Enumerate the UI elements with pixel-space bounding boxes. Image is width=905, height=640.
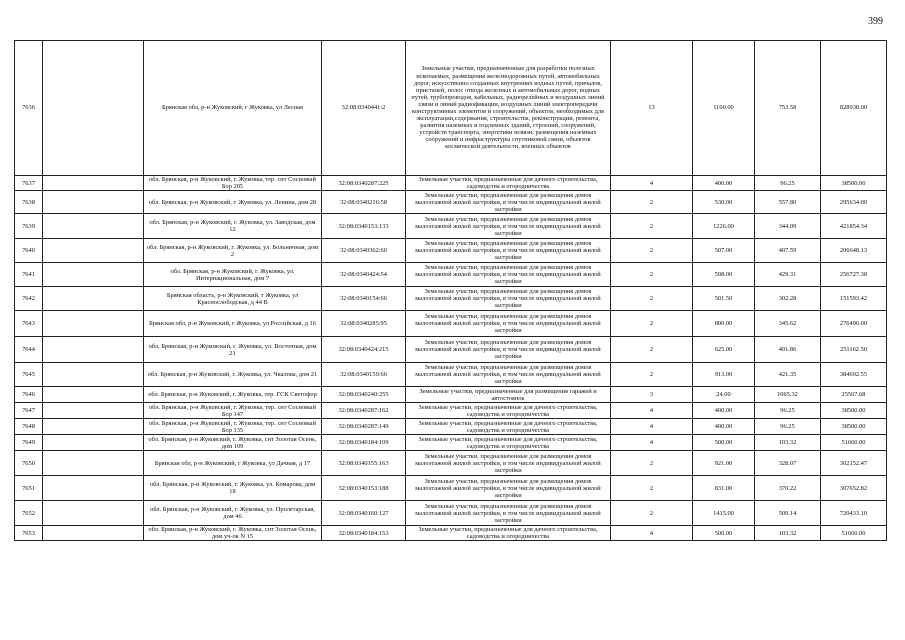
land-use-cell: Земельные участки, предназначенные для размещения домов малоэтажной жилой застройки, в том числе индивидуальной жилой застройки xyxy=(406,501,611,526)
specific-value-cell: 557.80 xyxy=(755,191,821,214)
specific-value-cell: 407.59 xyxy=(755,239,821,263)
specific-value-cell: 401.86 xyxy=(755,337,821,363)
cadastral-number-cell: 32:08:0340159:66 xyxy=(322,363,406,387)
address-cell: обл. Брянская, р-н Жуковский, г. Жуковка, ул. Интернациональная, дом 7 xyxy=(144,263,322,287)
cadastral-number-cell: 32:08:0340424:54 xyxy=(322,263,406,287)
land-use-cell: Земельные участки, предназначенные для разработки полезных ископаемых, размещения железнодорожных путей, автомобильных дорог, искусственно созданных внутренних водных путей, причалов, пристаней, полос отвода железных и автомобильных дорог, водных путей, трубопроводов, кабельных, радиорелейных и воздушных линий связи и линий радиофикации, воздушных линий электропередачи конструктивных элементов и сооружений, объектов, необходимых для эксплуатации,содержания, строительства, реконструкции, ремонта, развития наземных и подземных зданий, строений, сооружений, устройств транспорта, энергетики исвязи; размещения наземных сооружений и инфраструктуры спутниковой связи, объектов космической деятельности, военных объектов xyxy=(406,41,611,176)
area-cell: 530.00 xyxy=(693,191,755,214)
table-row xyxy=(15,419,887,435)
table-row xyxy=(15,263,887,287)
area-cell: 831.00 xyxy=(693,476,755,501)
table-row xyxy=(15,387,887,403)
row-number-cell: 7644 xyxy=(15,337,43,363)
row-number-cell: 7649 xyxy=(15,435,43,451)
cadastral-value-cell: 276496.00 xyxy=(821,311,887,337)
cadastral-value-cell: 828938.00 xyxy=(821,41,887,176)
blank-cell xyxy=(43,214,144,239)
land-use-cell: Земельные участки, предназначенные для дачного строительства, садоводства и огородничества xyxy=(406,403,611,419)
cadastral-value-cell: 151593.42 xyxy=(821,287,887,311)
cadastral-number-cell: 32:08:0340184:109 xyxy=(322,435,406,451)
area-cell: 400.00 xyxy=(693,419,755,435)
cadastral-value-cell: 256727.38 xyxy=(821,263,887,287)
use-group-cell: 2 xyxy=(611,451,693,476)
land-use-cell: Земельные участки, предназначенные для размещения домов малоэтажной жилой застройки, в том числе индивидуальной жилой застройки xyxy=(406,451,611,476)
specific-value-cell: 345.62 xyxy=(755,311,821,337)
use-group-cell: 4 xyxy=(611,435,693,451)
cadastral-value-cell: 295634.00 xyxy=(821,191,887,214)
cadastral-value-cell: 302152.47 xyxy=(821,451,887,476)
specific-value-cell: 96.25 xyxy=(755,176,821,191)
cadastral-value-table xyxy=(14,40,887,541)
cadastral-value-cell: 384692.55 xyxy=(821,363,887,387)
specific-value-cell: 103.32 xyxy=(755,435,821,451)
use-group-cell: 2 xyxy=(611,214,693,239)
blank-cell xyxy=(43,363,144,387)
cadastral-number-cell: 32:08:0340160:127 xyxy=(322,501,406,526)
table-row xyxy=(15,526,887,541)
blank-cell xyxy=(43,263,144,287)
row-number-cell: 7636 xyxy=(15,41,43,176)
blank-cell xyxy=(43,403,144,419)
address-cell: обл. Брянская, р-н Жуковский, г. Жуковка, тер. ГСК Светофор xyxy=(144,387,322,403)
cadastral-number-cell: 32:08:0340153:188 xyxy=(322,476,406,501)
row-number-cell: 7639 xyxy=(15,214,43,239)
table-row xyxy=(15,337,887,363)
cadastral-number-cell: 32:08:0340362:60 xyxy=(322,239,406,263)
blank-cell xyxy=(43,476,144,501)
use-group-cell: 4 xyxy=(611,403,693,419)
row-number-cell: 7643 xyxy=(15,311,43,337)
area-cell: 507.00 xyxy=(693,239,755,263)
cadastral-number-cell: 32:08:0340240:255 xyxy=(322,387,406,403)
use-group-cell: 2 xyxy=(611,191,693,214)
cadastral-value-cell: 251162.50 xyxy=(821,337,887,363)
blank-cell xyxy=(43,176,144,191)
table-row xyxy=(15,287,887,311)
cadastral-number-cell: 32:08:0340287:225 xyxy=(322,176,406,191)
use-group-cell: 2 xyxy=(611,311,693,337)
row-number-cell: 7648 xyxy=(15,419,43,435)
table-row xyxy=(15,363,887,387)
cadastral-value-cell: 51660.00 xyxy=(821,435,887,451)
cadastral-number-cell: 32:08:0340155:163 xyxy=(322,451,406,476)
use-group-cell: 2 xyxy=(611,476,693,501)
row-number-cell: 7637 xyxy=(15,176,43,191)
specific-value-cell: 753.58 xyxy=(755,41,821,176)
table-row xyxy=(15,191,887,214)
specific-value-cell: 421.35 xyxy=(755,363,821,387)
row-number-cell: 7640 xyxy=(15,239,43,263)
specific-value-cell: 96.25 xyxy=(755,403,821,419)
table-row xyxy=(15,435,887,451)
address-cell: Брянская обл, р-н Жуковский, г Жуковка, ул Российская, д 16 xyxy=(144,311,322,337)
land-use-cell: Земельные участки, предназначенные для дачного строительства, садоводства и огородничества xyxy=(406,435,611,451)
area-cell: 500.00 xyxy=(693,526,755,541)
address-cell: обл. Брянская, р-н Жуковский, г. Жуковка, снт Золотая Осень, дом уч-ок N 15 xyxy=(144,526,322,541)
cadastral-value-cell: 38500.00 xyxy=(821,403,887,419)
use-group-cell: 3 xyxy=(611,387,693,403)
table-row xyxy=(15,176,887,191)
address-cell: обл. Брянская, р-н Жуковский, г. Жуковка, ул. Заводская, дом 12 xyxy=(144,214,322,239)
specific-value-cell: 429.31 xyxy=(755,263,821,287)
use-group-cell: 4 xyxy=(611,526,693,541)
address-cell: обл. Брянская, р-н Жуковский, г. Жуковка, тер. снт Сосновый Бор 135 xyxy=(144,419,322,435)
cadastral-number-cell: 32:08:0340287:162 xyxy=(322,403,406,419)
address-cell: Брянская обл, р-н Жуковский, г Жуковка, ул Дачная, д 17 xyxy=(144,451,322,476)
use-group-cell: 2 xyxy=(611,363,693,387)
blank-cell xyxy=(43,239,144,263)
table-row xyxy=(15,239,887,263)
area-cell: 800.00 xyxy=(693,311,755,337)
table-row xyxy=(15,451,887,476)
area-cell: 501.50 xyxy=(693,287,755,311)
blank-cell xyxy=(43,41,144,176)
use-group-cell: 2 xyxy=(611,287,693,311)
specific-value-cell: 328.07 xyxy=(755,451,821,476)
cadastral-value-cell: 206648.13 xyxy=(821,239,887,263)
area-cell: 400.00 xyxy=(693,403,755,419)
address-cell: обл. Брянская, р-н Жуковский, г. Жуковка, ул. Комарова, дом 18 xyxy=(144,476,322,501)
use-group-cell: 2 xyxy=(611,239,693,263)
specific-value-cell: 370.22 xyxy=(755,476,821,501)
row-number-cell: 7638 xyxy=(15,191,43,214)
row-number-cell: 7642 xyxy=(15,287,43,311)
cadastral-value-cell: 307652.82 xyxy=(821,476,887,501)
area-cell: 598.00 xyxy=(693,263,755,287)
blank-cell xyxy=(43,451,144,476)
address-cell: обл. Брянская, р-н Жуковский, г. Жуковка, тер. снт Сосновый Бор 147 xyxy=(144,403,322,419)
land-use-cell: Земельные участки, предназначенные для дачного строительства, садоводства и огородничества xyxy=(406,176,611,191)
page-number: 399 xyxy=(868,16,883,27)
cadastral-number-cell: 32:08:0340154:66 xyxy=(322,287,406,311)
cadastral-number-cell: 32:08:0340424:215 xyxy=(322,337,406,363)
land-use-cell: Земельные участки, предназначенные для размещения домов малоэтажной жилой застройки, в том числе индивидуальной жилой застройки xyxy=(406,337,611,363)
specific-value-cell: 1065.32 xyxy=(755,387,821,403)
blank-cell xyxy=(43,419,144,435)
blank-cell xyxy=(43,435,144,451)
row-number-cell: 7645 xyxy=(15,363,43,387)
blank-cell xyxy=(43,311,144,337)
cadastral-number-cell: 32:08:0340216:58 xyxy=(322,191,406,214)
area-cell: 1100.00 xyxy=(693,41,755,176)
blank-cell xyxy=(43,526,144,541)
land-use-cell: Земельные участки, предназначенные для дачного строительства, садоводства и огородничества xyxy=(406,526,611,541)
table-row xyxy=(15,41,887,176)
land-use-cell: Земельные участки, предназначенные для размещения домов малоэтажной жилой застройки, в том числе индивидуальной жилой застройки xyxy=(406,263,611,287)
blank-cell xyxy=(43,191,144,214)
cadastral-value-cell: 38500.00 xyxy=(821,176,887,191)
use-group-cell: 2 xyxy=(611,263,693,287)
use-group-cell: 4 xyxy=(611,176,693,191)
blank-cell xyxy=(43,501,144,526)
land-use-cell: Земельные участки, предназначенные для размещения домов малоэтажной жилой застройки, в том числе индивидуальной жилой застройки xyxy=(406,476,611,501)
land-use-cell: Земельные участки, предназначенные для размещения домов малоэтажной жилой застройки, в том числе индивидуальной жилой застройки xyxy=(406,214,611,239)
use-group-cell: 2 xyxy=(611,337,693,363)
row-number-cell: 7641 xyxy=(15,263,43,287)
specific-value-cell: 509.14 xyxy=(755,501,821,526)
cadastral-number-cell: 32:08:0340153:133 xyxy=(322,214,406,239)
cadastral-number-cell: 32:08:0340287:149 xyxy=(322,419,406,435)
cadastral-value-cell: 720433.10 xyxy=(821,501,887,526)
use-group-cell: 2 xyxy=(611,501,693,526)
land-use-cell: Земельные участки, предназначенные для размещения домов малоэтажной жилой застройки, в том числе индивидуальной жилой застройки xyxy=(406,363,611,387)
blank-cell xyxy=(43,337,144,363)
land-use-cell: Земельные участки, предназначенные для размещения домов малоэтажной жилой застройки, в том числе индивидуальной жилой застройки xyxy=(406,239,611,263)
address-cell: обл. Брянская, р-н Жуковский, г. Жуковка, тер. снт Сосновый Бор 205 xyxy=(144,176,322,191)
table-row xyxy=(15,501,887,526)
row-number-cell: 7651 xyxy=(15,476,43,501)
cadastral-value-cell: 421854.34 xyxy=(821,214,887,239)
cadastral-number-cell: 32:08:0340285:95 xyxy=(322,311,406,337)
row-number-cell: 7646 xyxy=(15,387,43,403)
row-number-cell: 7652 xyxy=(15,501,43,526)
area-cell: 24.00 xyxy=(693,387,755,403)
area-cell: 1226.00 xyxy=(693,214,755,239)
table-row xyxy=(15,476,887,501)
address-cell: обл. Брянская, р-н Жуковский, г. Жуковка, ул. Чкалова, дом 21 xyxy=(144,363,322,387)
area-cell: 500.00 xyxy=(693,435,755,451)
row-number-cell: 7650 xyxy=(15,451,43,476)
address-cell: обл. Брянская, р-н Жуковский, г. Жуковка, ул. Больничная, дом 2 xyxy=(144,239,322,263)
specific-value-cell: 302.28 xyxy=(755,287,821,311)
address-cell: обл. Брянская, р-н Жуковский, г. Жуковка, ул. Восточная, дом 21 xyxy=(144,337,322,363)
table-row xyxy=(15,214,887,239)
cadastral-value-cell: 25567.68 xyxy=(821,387,887,403)
cadastral-number-cell: 32:08:0340184:153 xyxy=(322,526,406,541)
land-use-cell: Земельные участки, предназначенные для дачного строительства, садоводства и огородничества xyxy=(406,419,611,435)
table-row xyxy=(15,311,887,337)
address-cell: обл. Брянская, р-н Жуковский, г. Жуковка, ул. Пролетарская, дом 46 xyxy=(144,501,322,526)
cadastral-number-cell: 32:08:0340441:2 xyxy=(322,41,406,176)
use-group-cell: 4 xyxy=(611,419,693,435)
specific-value-cell: 96.25 xyxy=(755,419,821,435)
specific-value-cell: 344.09 xyxy=(755,214,821,239)
address-cell: Брянская область, р-н Жуковский, г Жуковка, ул Краснослободская, д 44 В xyxy=(144,287,322,311)
table-row xyxy=(15,403,887,419)
area-cell: 400.00 xyxy=(693,176,755,191)
cadastral-value-cell: 51660.00 xyxy=(821,526,887,541)
area-cell: 625.00 xyxy=(693,337,755,363)
use-group-cell: 13 xyxy=(611,41,693,176)
land-use-cell: Земельные участки, предназначенные для размещения домов малоэтажной жилой застройки, в том числе индивидуальной жилой застройки xyxy=(406,191,611,214)
address-cell: Брянская обл, р-н Жуковский, г Жуковка, ул Лесная xyxy=(144,41,322,176)
area-cell: 913.00 xyxy=(693,363,755,387)
row-number-cell: 7653 xyxy=(15,526,43,541)
cadastral-value-cell: 38500.00 xyxy=(821,419,887,435)
blank-cell xyxy=(43,287,144,311)
blank-cell xyxy=(43,387,144,403)
area-cell: 1415.00 xyxy=(693,501,755,526)
land-use-cell: Земельные участки, предназначенные для размещения гаражей и автостоянок xyxy=(406,387,611,403)
address-cell: обл. Брянская, р-н Жуковский, г. Жуковка, снт Золотая Осень, дом 109 xyxy=(144,435,322,451)
specific-value-cell: 103.32 xyxy=(755,526,821,541)
row-number-cell: 7647 xyxy=(15,403,43,419)
area-cell: 921.00 xyxy=(693,451,755,476)
land-use-cell: Земельные участки, предназначенные для размещения домов малоэтажной жилой застройки, в том числе индивидуальной жилой застройки xyxy=(406,287,611,311)
address-cell: обл. Брянская, р-н Жуковский, г. Жуковка, ул. Ленина, дом 28 xyxy=(144,191,322,214)
land-use-cell: Земельные участки, предназначенные для размещения домов малоэтажной жилой застройки, в том числе индивидуальной жилой застройки xyxy=(406,311,611,337)
